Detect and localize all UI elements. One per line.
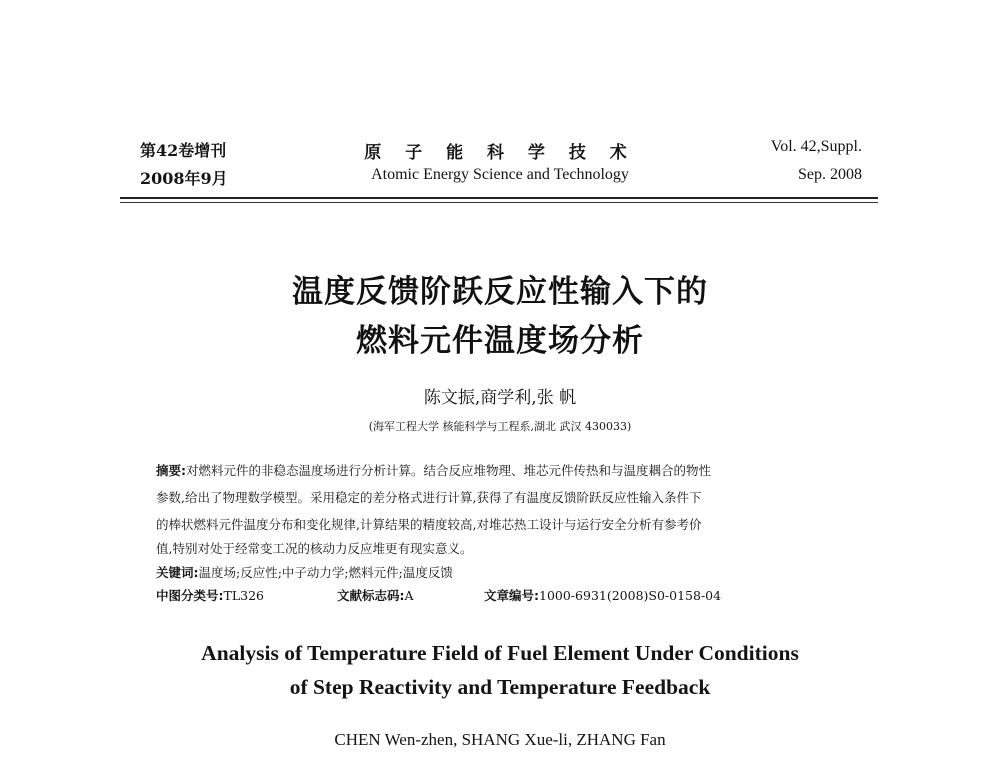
abstract-line-4: 值,特别对处于经常变工况的核动力反应堆更有现实意义。 bbox=[156, 541, 473, 556]
clc-label: 中图分类号: bbox=[156, 588, 224, 603]
document-code-value: A bbox=[404, 588, 414, 603]
paper-title-en-line2: of Step Reactivity and Temperature Feedback bbox=[289, 675, 711, 699]
volume-issue-cn: 第42卷增刊 bbox=[140, 141, 227, 160]
article-number-label: 文章编号: bbox=[484, 588, 539, 603]
volume-issue-en: Vol. 42,Suppl. bbox=[770, 138, 862, 155]
clc-number bbox=[156, 588, 264, 604]
abstract-line-2: 参数,给出了物理数学模型。采用稳定的差分格式进行计算,获得了有温度反馈阶跃反应性输入条件下 bbox=[156, 490, 702, 505]
keywords bbox=[156, 565, 453, 581]
article-number-value: 1000-6931(2008)S0-0158-04 bbox=[539, 588, 722, 603]
paper-title-en-line1: Analysis of Temperature Field of Fuel Element Under Conditions bbox=[201, 641, 799, 665]
article-number bbox=[484, 588, 721, 604]
paper-title-cn-line1: 温度反馈阶跃反应性输入下的 bbox=[292, 274, 708, 310]
authors-cn: 陈文振,商学利,张 帆 bbox=[423, 388, 577, 408]
document-code-label: 文献标志码: bbox=[337, 588, 405, 603]
keywords-label: 关键词: bbox=[156, 565, 199, 580]
paper-title-cn-line2: 燃料元件温度场分析 bbox=[356, 323, 644, 359]
date-cn: 2008年9月 bbox=[140, 169, 228, 188]
journal-title-en: Atomic Energy Science and Technology bbox=[371, 166, 629, 183]
journal-title-cn: 原 子 能 科 学 技 术 bbox=[364, 143, 636, 163]
document-code bbox=[337, 588, 414, 604]
abstract-line-3: 的棒状燃料元件温度分布和变化规律,计算结果的精度较高,对堆芯热工设计与运行安全分析有参考价 bbox=[156, 517, 702, 532]
abstract-text: 对燃料元件的非稳态温度场进行分析计算。结合反应堆物理、堆芯元件传热和与温度耦合的物性 bbox=[186, 463, 712, 478]
authors-en: CHEN Wen-zhen, SHANG Xue-li, ZHANG Fan bbox=[334, 730, 666, 749]
abstract-label: 摘要: bbox=[156, 463, 186, 478]
clc-value: TL326 bbox=[223, 588, 264, 603]
date-en: Sep. 2008 bbox=[798, 166, 862, 183]
abstract-line-1 bbox=[156, 463, 711, 479]
header-rule-thin bbox=[120, 202, 878, 203]
affiliation-cn: (海军工程大学 核能科学与工程系,湖北 武汉 430033) bbox=[368, 420, 632, 433]
header-rule-thick bbox=[120, 197, 878, 199]
keywords-value: 温度场;反应性;中子动力学;燃料元件;温度反馈 bbox=[198, 565, 453, 580]
